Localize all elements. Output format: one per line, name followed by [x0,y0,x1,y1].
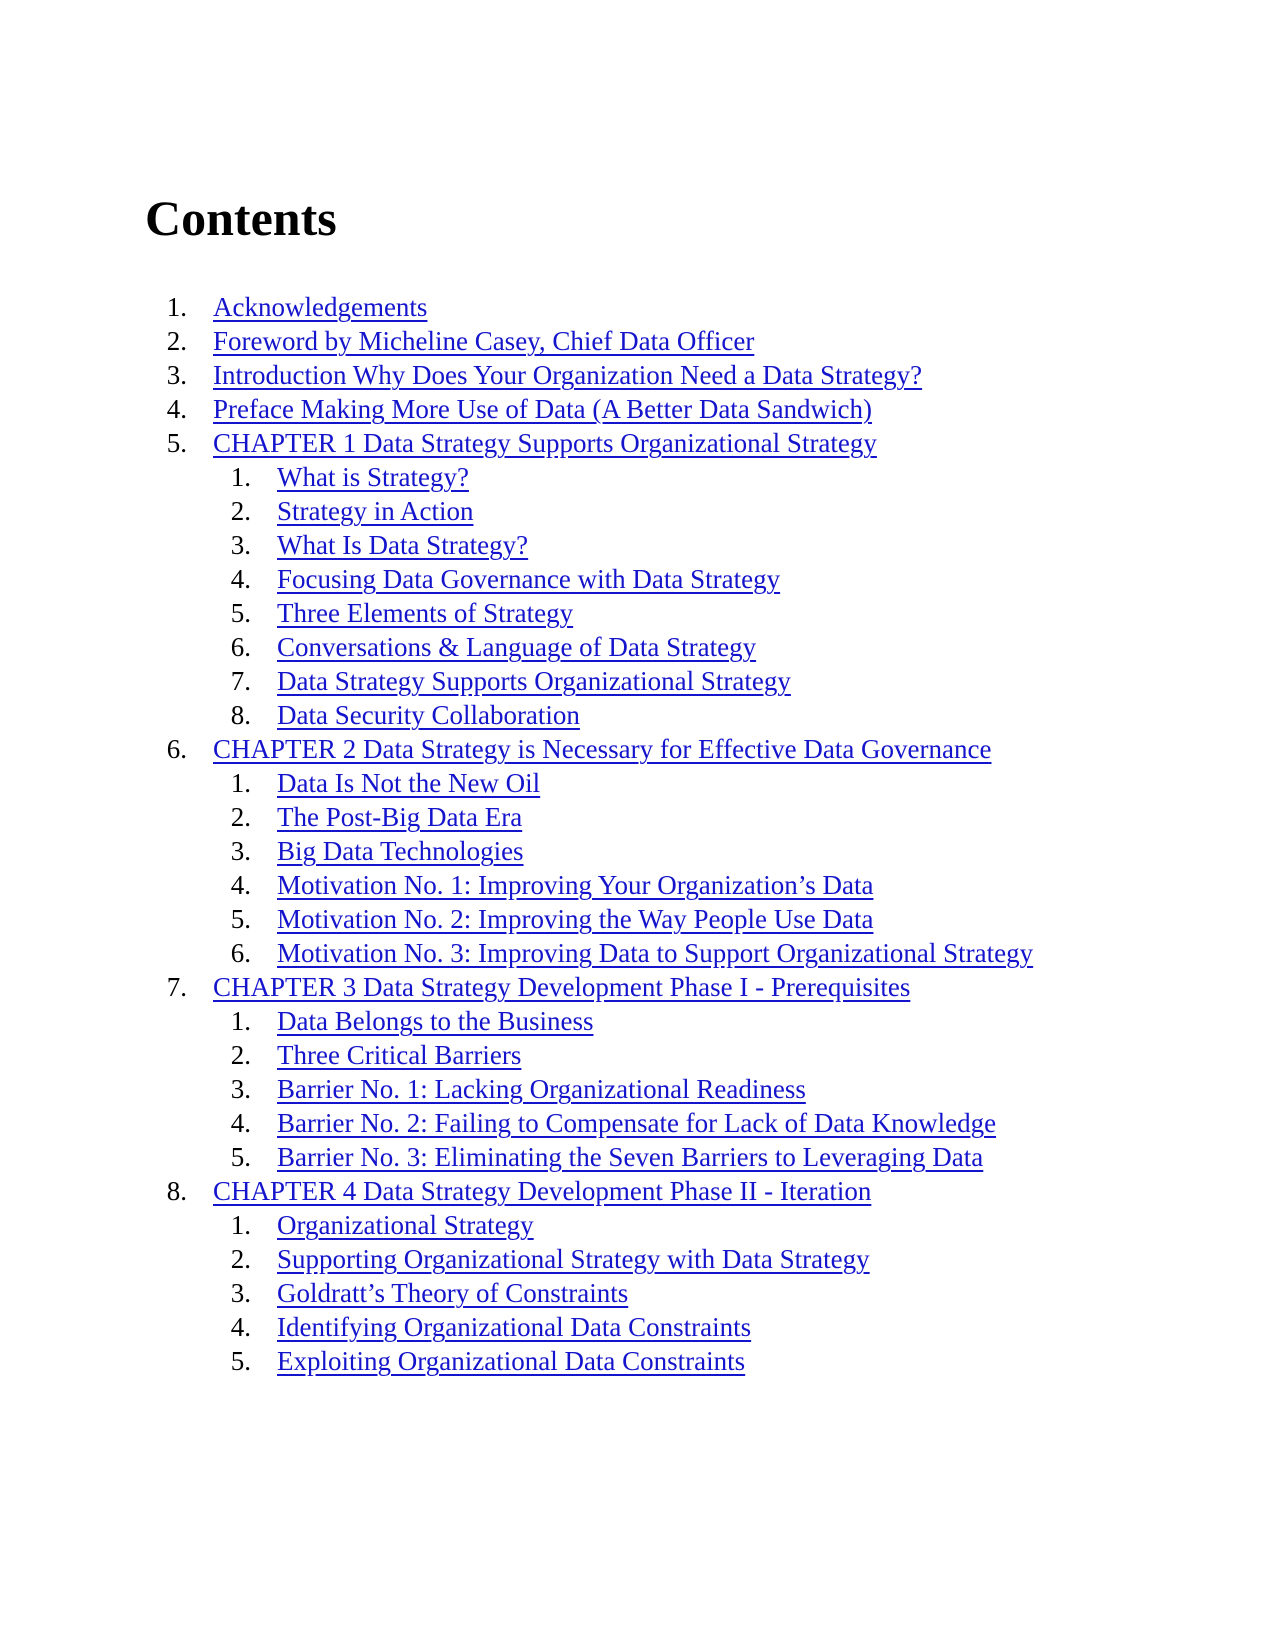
toc-sublink[interactable]: What Is Data Strategy? [277,530,529,560]
toc-sublink[interactable]: Data Is Not the New Oil [277,768,541,798]
toc-subitem [277,596,1140,630]
toc-sublink[interactable]: Data Belongs to the Business [277,1006,594,1036]
toc-sublink[interactable]: Data Strategy Supports Organizational Strategy [277,666,791,696]
toc-sublink[interactable]: Barrier No. 3: Eliminating the Seven Barriers to Leveraging Data [277,1142,984,1172]
toc-list [145,290,1140,1378]
toc-link[interactable]: CHAPTER 2 Data Strategy is Necessary for Effective Data Governance [213,734,992,764]
toc-sublink[interactable]: Barrier No. 1: Lacking Organizational Readiness [277,1074,806,1104]
toc-subitem [277,698,1140,732]
toc-link[interactable]: Preface Making More Use of Data (A Better Data Sandwich) [213,394,873,424]
toc-subitem [277,1276,1140,1310]
toc-subitem [277,1106,1140,1140]
toc-item [213,970,1140,1174]
toc-subitem [277,800,1140,834]
toc-subitem [277,1208,1140,1242]
toc-subitem [277,664,1140,698]
toc-subitem [277,834,1140,868]
toc-subitem [277,766,1140,800]
toc-sublink[interactable]: Identifying Organizational Data Constraints [277,1312,752,1342]
toc-sublink[interactable]: Supporting Organizational Strategy with Data Strategy [277,1244,870,1274]
toc-sublink[interactable]: Focusing Data Governance with Data Strategy [277,564,781,594]
toc-sublist [213,1208,1140,1378]
toc-subitem [277,494,1140,528]
toc-item [213,358,1140,392]
toc-subitem [277,1004,1140,1038]
toc-sublink[interactable]: Organizational Strategy [277,1210,534,1240]
toc-sublink[interactable]: Data Security Collaboration [277,700,580,730]
toc-sublink[interactable]: Strategy in Action [277,496,474,526]
toc-subitem [277,528,1140,562]
toc-subitem [277,630,1140,664]
toc-subitem [277,562,1140,596]
toc-link[interactable]: CHAPTER 1 Data Strategy Supports Organizational Strategy [213,428,877,458]
toc-sublink[interactable]: Three Critical Barriers [277,1040,522,1070]
toc-item [213,392,1140,426]
toc-sublink[interactable]: Exploiting Organizational Data Constraints [277,1346,746,1376]
toc-subitem [277,868,1140,902]
toc-sublist [213,1004,1140,1174]
toc-sublink[interactable]: Goldratt’s Theory of Constraints [277,1278,629,1308]
toc-link[interactable]: Introduction Why Does Your Organization Need a Data Strategy? [213,360,923,390]
toc-item [213,1174,1140,1378]
toc-sublink[interactable]: Three Elements of Strategy [277,598,574,628]
toc-sublink[interactable]: Motivation No. 3: Improving Data to Support Organizational Strategy [277,938,1034,968]
toc-sublink[interactable]: Conversations & Language of Data Strategy [277,632,757,662]
toc-sublist [213,460,1140,732]
toc-link[interactable]: CHAPTER 3 Data Strategy Development Phase I - Prerequisites [213,972,911,1002]
page-title: Contents [145,190,337,246]
toc-link[interactable]: CHAPTER 4 Data Strategy Development Phase II - Iteration [213,1176,872,1206]
toc-item [213,324,1140,358]
toc-subitem [277,902,1140,936]
toc-subitem [277,1140,1140,1174]
toc-subitem [277,1038,1140,1072]
toc-sublink[interactable]: Barrier No. 2: Failing to Compensate for Lack of Data Knowledge [277,1108,997,1138]
toc-link[interactable]: Acknowledgements [213,292,428,322]
toc-subitem [277,936,1140,970]
toc-sublink[interactable]: The Post-Big Data Era [277,802,523,832]
toc-subitem [277,460,1140,494]
toc-sublink[interactable]: Big Data Technologies [277,836,524,866]
toc-subitem [277,1072,1140,1106]
toc-sublink[interactable]: Motivation No. 1: Improving Your Organization’s Data [277,870,874,900]
toc-item [213,732,1140,970]
toc-subitem [277,1310,1140,1344]
toc-item [213,290,1140,324]
toc-item [213,426,1140,732]
toc-link[interactable]: Foreword by Micheline Casey, Chief Data Officer [213,326,755,356]
toc-subitem [277,1242,1140,1276]
toc-subitem [277,1344,1140,1378]
toc-sublink[interactable]: Motivation No. 2: Improving the Way People Use Data [277,904,874,934]
toc-sublist [213,766,1140,970]
toc-sublink[interactable]: What is Strategy? [277,462,469,492]
